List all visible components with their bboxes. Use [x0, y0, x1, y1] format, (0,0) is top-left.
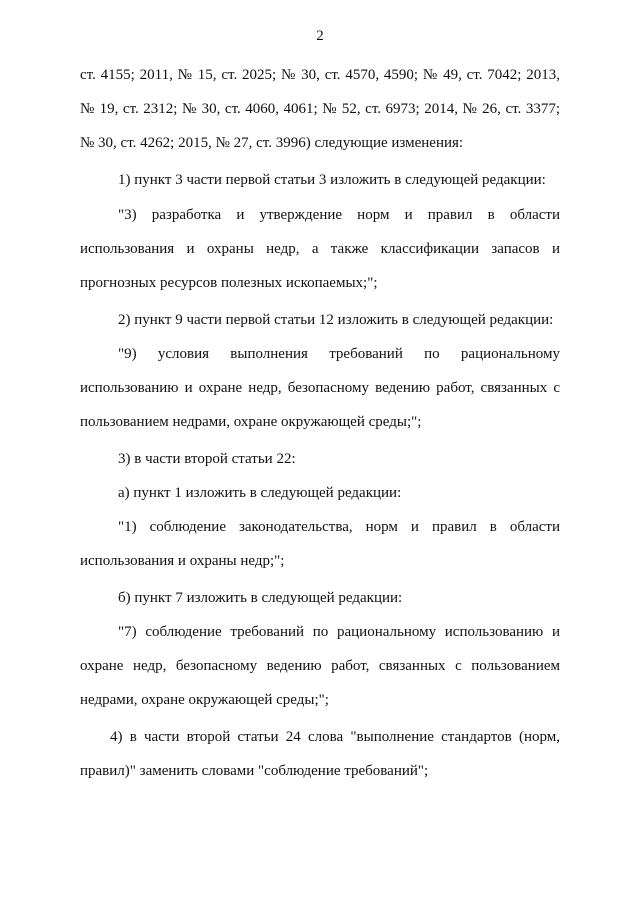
text-line: 3) в части второй статьи 22:	[118, 451, 296, 467]
text-line: использованию и охране недр, безопасному ведению работ, связанных с	[80, 380, 560, 396]
text-line: № 30, ст. 4262; 2015, № 27, ст. 3996) следующие изменения:	[80, 135, 464, 151]
text-line: охране недр, безопасному ведению работ, связанных с пользованием	[80, 658, 560, 674]
text-line: 1) пункт 3 части первой статьи 3 изложить в следующей редакции:	[118, 172, 546, 188]
text-line: использования и охраны недр, а также классификации запасов и	[80, 241, 560, 257]
text-line: "7) соблюдение требований по рациональному использованию и	[118, 624, 560, 640]
text-line: недрами, охране окружающей среды;";	[80, 692, 329, 708]
text-line: 4) в части второй статьи 24 слова "выполнение стандартов (норм,	[110, 729, 560, 745]
text-line: правил)" заменить словами "соблюдение требований";	[80, 763, 429, 779]
text-line: б) пункт 7 изложить в следующей редакции:	[118, 590, 403, 606]
text-line: пользованием недрами, охране окружающей среды;";	[80, 414, 422, 430]
text-line: использования и охраны недр;";	[80, 553, 285, 569]
text-line: № 19, ст. 2312; № 30, ст. 4060, 4061; № 52, ст. 6973; 2014, № 26, ст. 3377;	[80, 101, 560, 117]
page-number: 2	[316, 28, 324, 44]
text-line: "1) соблюдение законодательства, норм и правил в области	[118, 519, 560, 535]
text-line: 2) пункт 9 части первой статьи 12 изложить в следующей редакции:	[118, 312, 554, 328]
text-line: ст. 4155; 2011, № 15, ст. 2025; № 30, ст. 4570, 4590; № 49, ст. 7042; 2013,	[80, 67, 560, 83]
text-line: "9) условия выполнения требований по рациональному	[118, 346, 560, 362]
text-line: "3) разработка и утверждение норм и правил в области	[118, 207, 560, 223]
text-line: а) пункт 1 изложить в следующей редакции:	[118, 485, 402, 501]
text-line: прогнозных ресурсов полезных ископаемых;";	[80, 275, 378, 291]
